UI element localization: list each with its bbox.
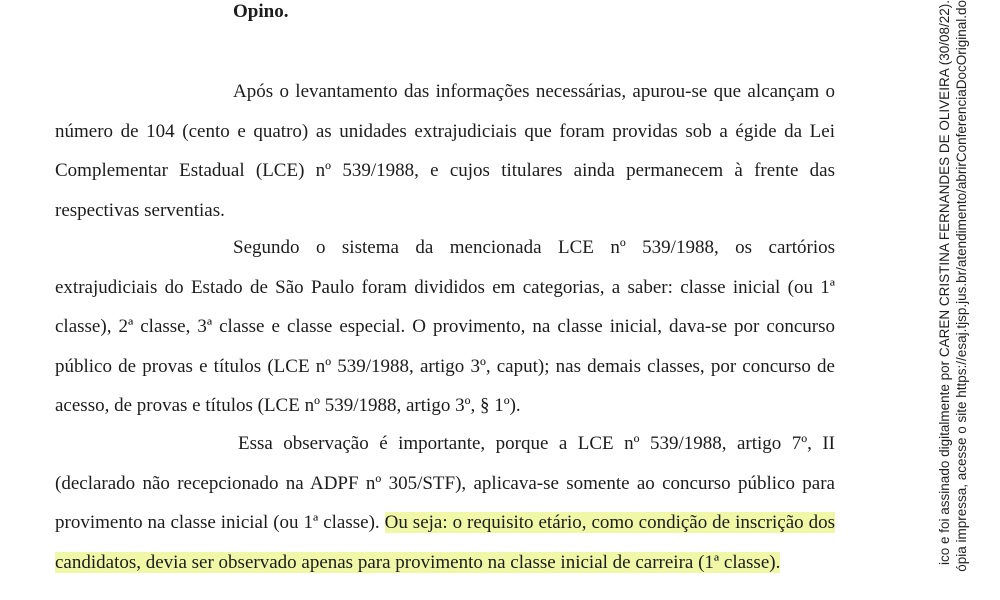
signature-sidebar (920, 0, 1000, 600)
verification-line: ópia impressa, acesse o site https://esaj.tjsp.jus.br/atendimento/abrirConferenciaDocOriginal.do (954, 0, 969, 572)
signature-line: ico e foi assinado digitalmente por CAREN CRISTINA FERNANDES DE OLIVEIRA (30/08/22). (937, 0, 952, 565)
paragraph-3-highlighted-text: Ou seja: o requisito etário, como condição de inscrição dos candidatos, devia ser observado apenas para provimento na classe inicial de carreira (1ª classe). (55, 512, 835, 573)
paragraph-3-text: Essa observação é importante, porque a LCE nº 539/1988, artigo 7º, II (declarado não recepcionado na ADPF nº 305/STF), aplicava-se somente ao concurso público para provimento na classe inicial (ou 1ª classe). (55, 433, 835, 533)
heading-opino: Opino. (233, 1, 289, 22)
paragraph-2: Segundo o sistema da mencionada LCE nº 539/1988, os cartórios extrajudiciais do Estado de São Paulo foram divididos em categorias, a saber: classe inicial (ou 1ª classe), 2ª classe, 3ª classe e classe especial. O provimento, na classe inicial, dava-se por concurso público de provas e títulos (LCE nº 539/1988, artigo 3º, caput); nas demais classes, por concurso de acesso, de provas e títulos (LCE nº 539/1988, artigo 3º, § 1º). (55, 237, 835, 416)
signature-sidebar-text (936, 0, 970, 600)
paragraph-3 (55, 424, 835, 582)
paragraph-1: Após o levantamento das informações necessárias, apurou-se que alcançam o número de 104 (cento e quatro) as unidades extrajudiciais que foram providas sob a égide da Lei Complementar Estadual (LCE) nº 539/1988, e cujos titulares ainda permanecem à frente das respectivas serventias. (55, 81, 835, 221)
